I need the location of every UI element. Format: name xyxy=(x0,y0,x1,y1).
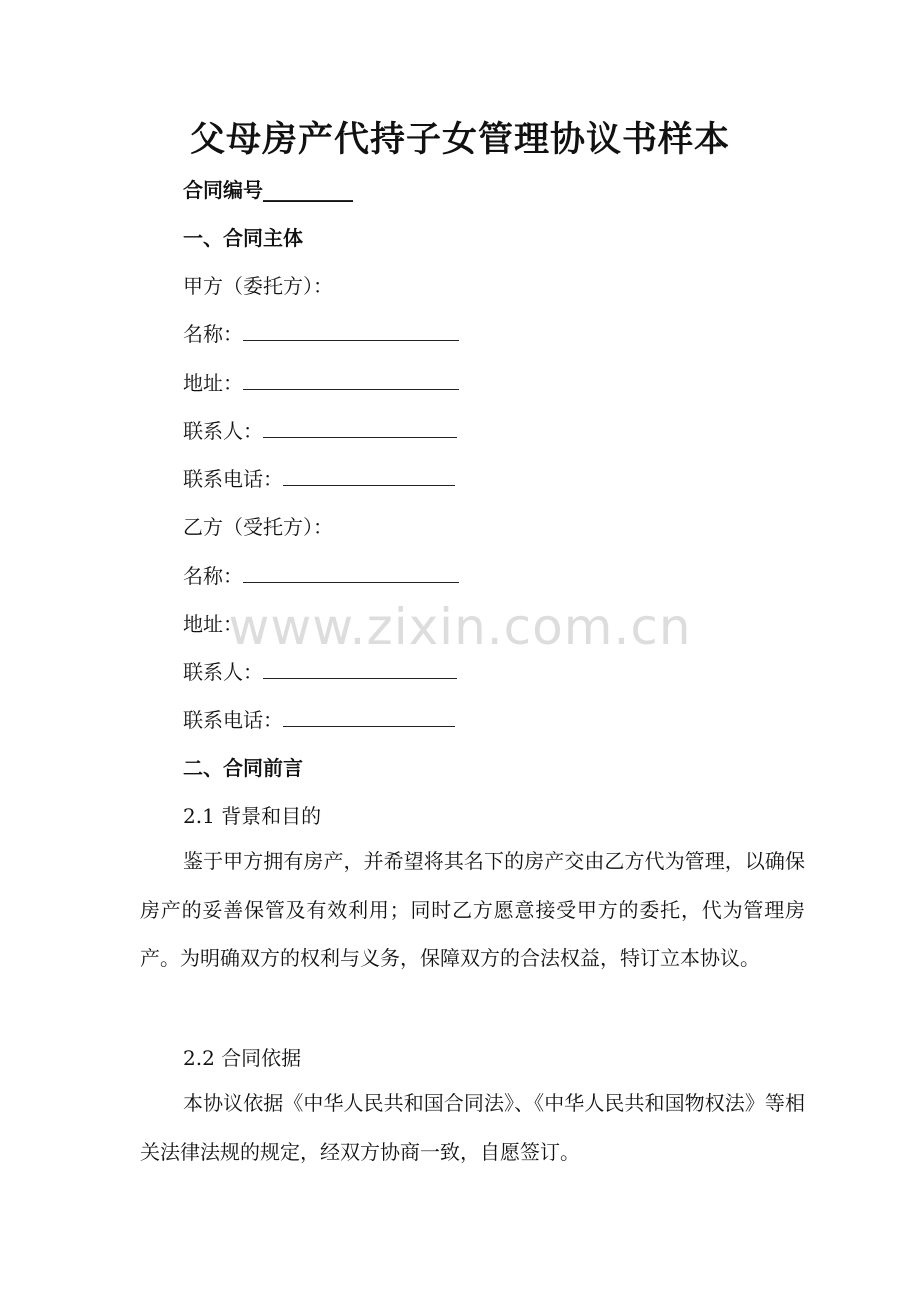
party-b-contact-label: 联系人： xyxy=(183,660,263,684)
party-a-address-blank xyxy=(243,369,459,390)
clause-2-2-title: 2.2 合同依据 xyxy=(183,1046,302,1070)
party-b-name-label: 名称： xyxy=(183,564,243,588)
clause-2-2-body: 本协议依据《中华人民共和国合同法》、《中华人民共和国物权法》等相关法律法规的规定，经双方协商一致，自愿签订。 xyxy=(140,1091,805,1164)
party-a-phone-row xyxy=(183,463,455,492)
document-title: 父母房产代持子女管理协议书样本 xyxy=(189,119,730,160)
party-b-phone-row xyxy=(183,704,455,733)
party-b-heading: 乙方（受托方）： xyxy=(183,515,333,539)
party-a-phone-label: 联系电话： xyxy=(183,467,283,491)
party-b-phone-label: 联系电话： xyxy=(183,708,283,732)
clause-2-1-body: 鉴于甲方拥有房产，并希望将其名下的房产交由乙方代为管理，以确保房产的妥善保管及有效利用；同时乙方愿意接受甲方的委托，代为管理房产。为明确双方的权利与义务，保障双方的合法权益，特订立本协议。 xyxy=(140,849,805,970)
section-2-heading: 二、合同前言 xyxy=(183,756,303,780)
party-a-name-row xyxy=(183,318,459,347)
party-a-name-label: 名称： xyxy=(183,322,243,346)
party-b-contact-row xyxy=(183,656,457,685)
party-a-name-blank xyxy=(243,320,459,341)
party-b-phone-blank xyxy=(283,706,455,727)
party-b-name-blank xyxy=(243,562,459,583)
party-b-address-label: 地址： xyxy=(183,612,243,636)
party-b-contact-blank xyxy=(263,658,457,679)
party-a-contact-blank xyxy=(263,417,457,438)
party-b-name-row xyxy=(183,560,459,589)
section-1-heading: 一、合同主体 xyxy=(183,226,303,250)
party-a-heading: 甲方（委托方）： xyxy=(183,274,333,298)
contract-number: 合同编号_________ xyxy=(183,178,353,202)
clause-2-1-title: 2.1 背景和目的 xyxy=(183,804,322,828)
party-a-address-label: 地址： xyxy=(183,371,243,395)
party-a-address-row xyxy=(183,367,459,396)
party-a-contact-row xyxy=(183,415,457,444)
party-a-phone-blank xyxy=(283,465,455,486)
party-a-contact-label: 联系人： xyxy=(183,419,263,443)
watermark: www.zixin.com.cn xyxy=(228,598,692,656)
